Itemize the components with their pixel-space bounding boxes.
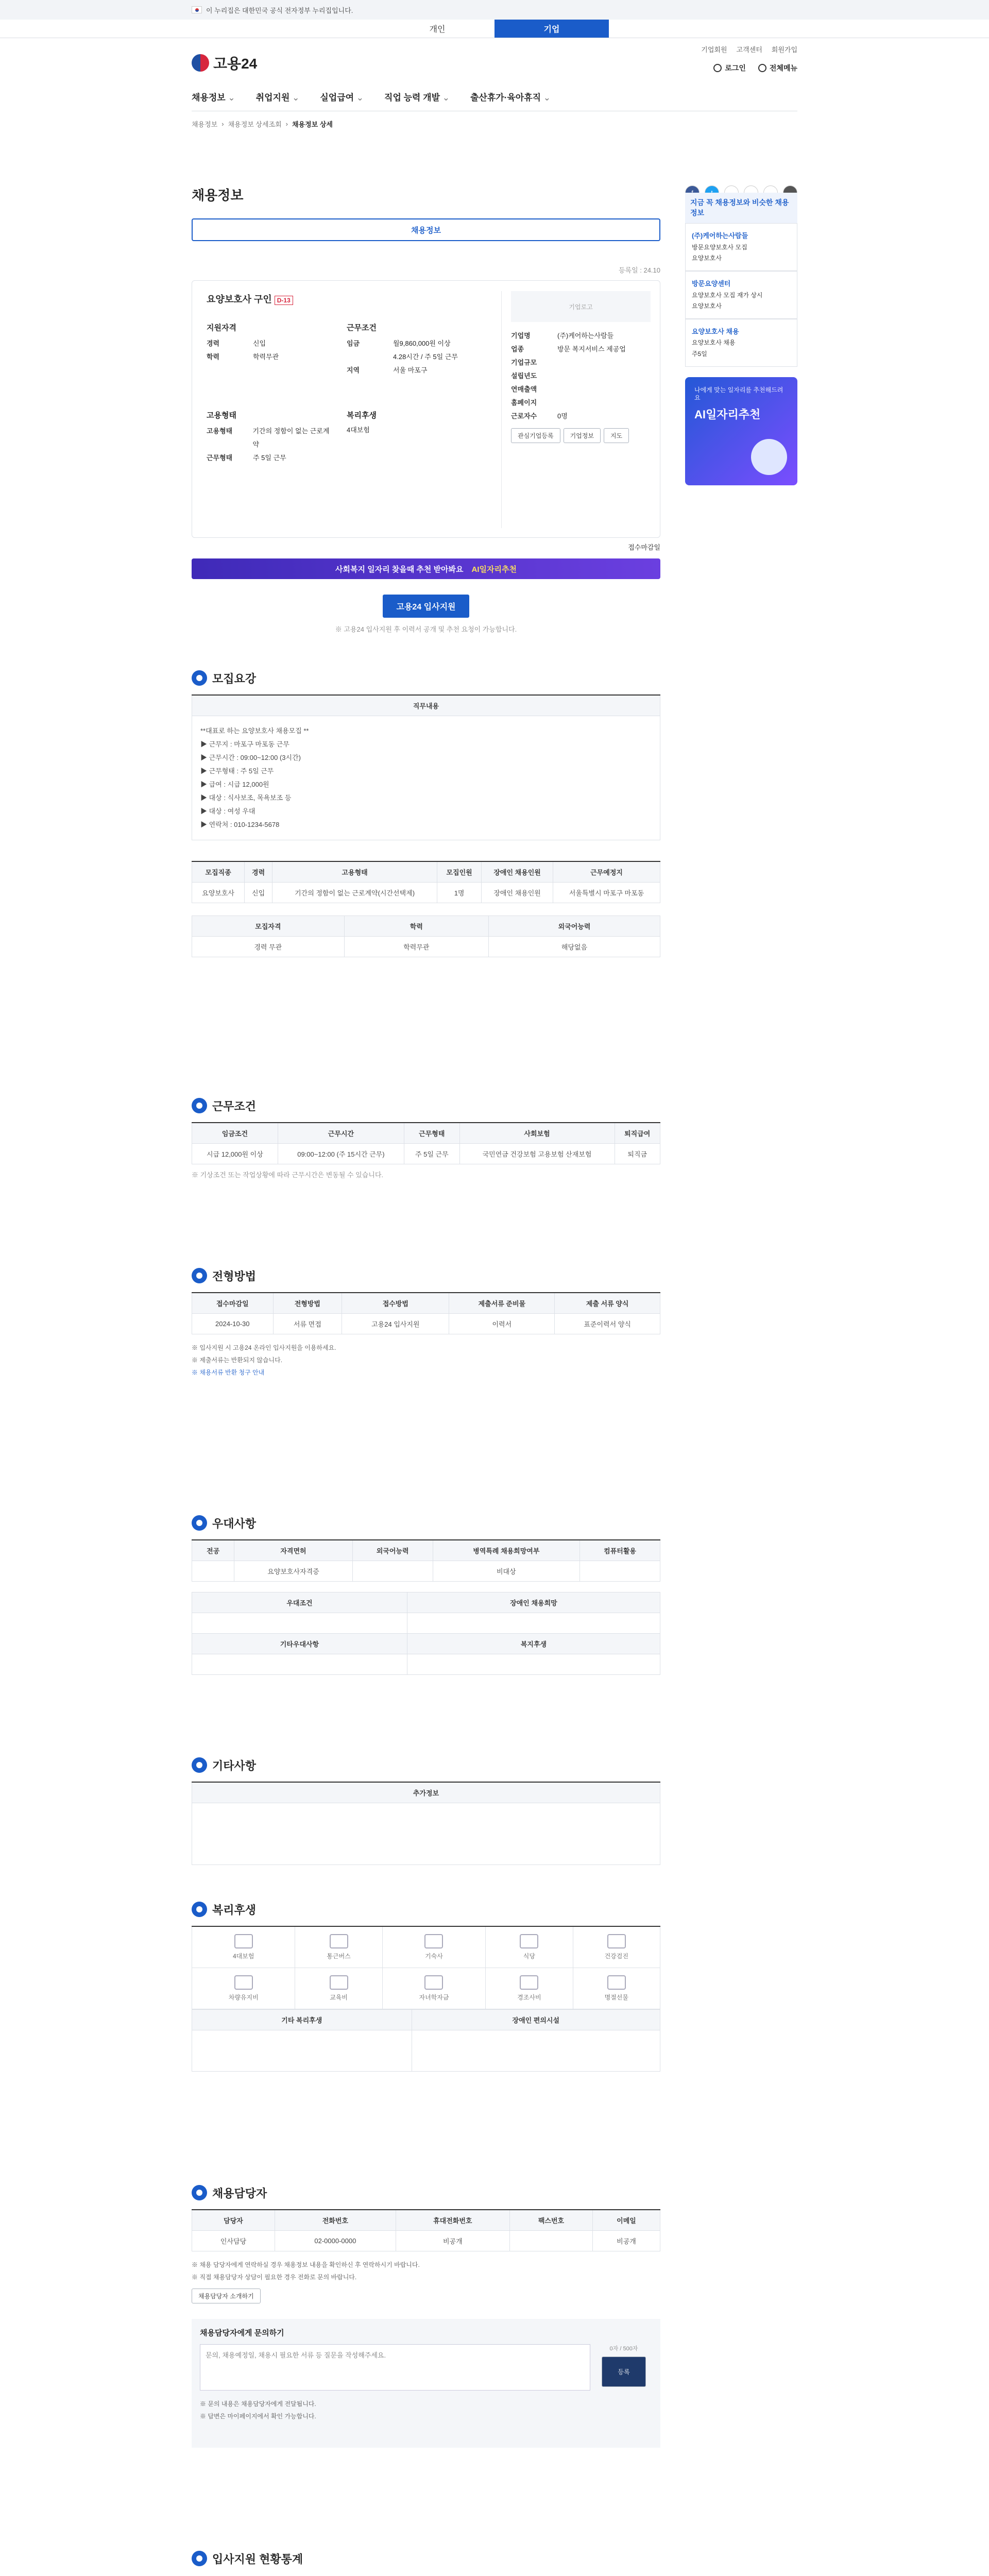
welfare-row [192, 1968, 660, 2009]
util-link[interactable]: 기업회원 [701, 46, 727, 54]
ai-banner[interactable]: 사회복지 일자리 찾을때 추천 받아봐요 AI일자리추천 [192, 558, 660, 579]
table-cell: 서울특별시 마포구 마포동 [553, 883, 660, 903]
page [192, 38, 797, 2576]
company-title: 요양보호사 구인 D-13 [207, 292, 293, 306]
table-cell: 2024-10-30 [192, 1314, 274, 1334]
condition-block: 근무조건 임금 월9,860,000원 이상 4.28시간 / 주 5일 근무 지역 서울 마포구 [347, 324, 458, 374]
section-icon [192, 1268, 207, 1283]
gnb-item[interactable]: 직업 능력 개발 ⌄ [384, 90, 450, 103]
table-cell: 이력서 [449, 1314, 555, 1334]
gnb [192, 82, 797, 111]
table-cell [192, 1561, 234, 1582]
char-count: 0자 / 500자 [609, 2346, 638, 2352]
reg-date: 등록일 : 24.10 [618, 266, 660, 274]
table-header: 전화번호 [275, 2210, 396, 2231]
welfare-item: 차량유지비 [192, 1968, 295, 2009]
welfare-item: 경조사비 [486, 1968, 573, 2009]
table-header: 고용형태 [272, 861, 437, 883]
table-cell: 퇴직금 [615, 1144, 660, 1164]
welfare-item: 통근버스 [295, 1926, 382, 1968]
breadcrumb-current: 채용정보 상세 [292, 120, 333, 128]
table-cell: 02-0000-0000 [275, 2231, 396, 2251]
title-box: 채용정보 [192, 218, 660, 241]
process-section: 전형방법 접수마감일 전형방법 접수방법 제출서류 준비물 제출 서류 양식 2024-10-30 서류 면접 고용24 입사지원 이력서 표준이력서 양식 ※ 입사지원 시 고용24 온라인 입사지원을 이용하세요. ※ 제출서류는 반환되지 않습니다. ※ 채용서류 반환 청구 안내 [192, 1264, 660, 1379]
company-row: 홈페이지 [511, 399, 537, 406]
table-header: 전형방법 [273, 1293, 342, 1314]
table-row [192, 1144, 660, 1164]
welfare-block: 복리후생 4대보험 [347, 411, 377, 434]
table-header: 이메일 [592, 2210, 660, 2231]
table-header: 제출서류 준비물 [449, 1293, 555, 1314]
job-line: **대표로 하는 요양보호사 채용모집 ** [200, 727, 309, 735]
gnb-item[interactable]: 채용정보 ⌄ [192, 90, 235, 103]
table-header: 학력 [344, 916, 488, 937]
welfare-icon [607, 1975, 626, 1990]
logo-mark-icon [192, 54, 209, 72]
stats-section: 입사지원 현황통계 [192, 2547, 660, 2576]
welfare-item: 명절선물 [573, 1968, 660, 2009]
ai-recommend-card[interactable]: 나에게 맞는 일자리를 추천해드려요 AI일자리추천 [685, 377, 797, 485]
table-cell: 인사담당 [192, 2231, 275, 2251]
table-header: 접수방법 [342, 1293, 449, 1314]
welfare-icon [607, 1934, 626, 1948]
table-row [192, 1314, 660, 1334]
job-line: ▶ 급여 : 시급 12,000원 [200, 781, 269, 788]
gov-banner-text: 이 누리집은 대한민국 공식 전자정부 누리집입니다. [206, 6, 353, 14]
welfare-item: 식당 [486, 1926, 573, 1968]
table-cell: 요양보호사 [192, 883, 245, 903]
company-row: 근로자수 0명 [511, 412, 568, 420]
table-header: 컴퓨터활용 [580, 1540, 660, 1561]
table-cell: 서류 면접 [273, 1314, 342, 1334]
table-header: 외국어능력 [489, 916, 660, 937]
table-header: 모집인원 [437, 861, 482, 883]
breadcrumb-item[interactable]: 채용정보 상세조회 [228, 120, 282, 128]
company-row: 기업규모 [511, 359, 537, 366]
section-icon [192, 1515, 207, 1531]
tab-business[interactable]: 기업 [494, 20, 609, 38]
table-cell: 09:00~12:00 (주 15시간 근무) [278, 1144, 404, 1164]
job-table: 직무내용 **대표로 하는 요양보호사 채용모집 ** ▶ 근무지 : 마포구 마포동 근무 ▶ 근무시간 : 09:00~12:00 (3시간) ▶ 근무형태 : 주 5일 근무 ▶ 급여 : 시급 12,000원 ▶ 대상 : 식사보조, 목욕보조 등 ▶ 대상 : 여성 우대 ▶ 연락처 : 010-1234-5678 [192, 694, 660, 840]
table-cell: 표준이력서 양식 [555, 1314, 660, 1334]
company-row: 업종 방문 복지서비스 제공업 [511, 345, 626, 353]
table-header: 외국어능력 [352, 1540, 433, 1561]
all-menu-button[interactable]: 전체메뉴 [758, 63, 797, 73]
util-links [701, 44, 797, 54]
robot-icon [751, 439, 787, 475]
breadcrumb: 채용정보 › 채용정보 상세조회 › 채용정보 상세 [192, 120, 333, 128]
side-item[interactable]: 방문요양센터 요양보호사 모집 재가 상시 요양보호사 [685, 271, 797, 319]
section-icon [192, 2551, 207, 2566]
welfare-item: 교육비 [295, 1968, 382, 2009]
table-header: 담당자 [192, 2210, 275, 2231]
table-row [192, 883, 660, 903]
welfare-row [192, 1926, 660, 1968]
apply-button[interactable]: 고용24 입사지원 [383, 595, 470, 618]
summary-card [192, 280, 660, 538]
prefer-section: 우대사항 전공 자격면허 외국어능력 병역특례 채용희망여부 컴퓨터활용 요양보호사자격증 비대상 우대조건 장애인 채용희망 기타우대사항 복지후생 [192, 1512, 660, 1675]
table-header: 접수마감일 [192, 1293, 274, 1314]
company-info-button[interactable]: 기업정보 [564, 428, 601, 443]
prefer-table [192, 1539, 660, 1582]
table-cell: 비공개 [396, 2231, 509, 2251]
table-header: 장애인 채용인원 [482, 861, 553, 883]
table-cell: 요양보호사자격증 [234, 1561, 352, 1582]
job-line: ▶ 연락처 : 010-1234-5678 [200, 821, 280, 828]
welfare-icon [520, 1934, 538, 1948]
table-header: 근무시간 [278, 1123, 404, 1144]
welfare-item: 건강검진 [573, 1926, 660, 1968]
util-link[interactable]: 회원가입 [771, 46, 797, 54]
inquiry-submit-button[interactable]: 등록 [602, 2357, 645, 2387]
table-cell: 1명 [437, 883, 482, 903]
table-header: 근무형태 [404, 1123, 459, 1144]
welfare-item: 자녀학자금 [382, 1968, 485, 2009]
prefer-table-2: 우대조건 장애인 채용희망 기타우대사항 복지후생 [192, 1592, 660, 1675]
section-icon [192, 1098, 207, 1113]
table-cell: 해당없음 [489, 937, 660, 957]
inquiry-box: 채용담당자에게 문의하기 문의, 채용예정일, 채용시 필요한 서류 등 질문을 작성해주세요. 0자 / 500자 등록 ※ 문의 내용은 채용담당자에게 전달됩니다. ※ 답변은 마이페이지에서 확인 가능합니다. [192, 2319, 660, 2448]
welfare-section: 복리후생 4대보험 통근버스 기숙사 식당 건강검진 차량유지비 교육비 자녀학자금 경조사비 명절선물 기타 복리후생 장애인 편의시설 [192, 1898, 660, 2072]
contact-table [192, 2209, 660, 2251]
company-row: 연매출액 [511, 385, 537, 393]
job-line: ▶ 근무형태 : 주 5일 근무 [200, 767, 274, 775]
table-header: 전공 [192, 1540, 234, 1561]
table-cell: 학력무관 [344, 937, 488, 957]
header-buttons [713, 63, 797, 73]
company-row: 기업명 (주)케어하는사람들 [511, 332, 614, 340]
side-panel [685, 193, 797, 485]
welfare-icon [234, 1975, 253, 1990]
recruit-section: 모집요강 직무내용 **대표로 하는 요양보호사 채용모집 ** ▶ 근무지 : 마포구 마포동 근무 ▶ 근무시간 : 09:00~12:00 (3시간) ▶ 근무형태 : 주 5일 근무 ▶ 급여 : 시급 12,000원 ▶ 대상 : 식사보조, 목욕보조 등 ▶ 대상 : 여성 우대 ▶ 연락처 : 010-1234-5678 모집직종 경력 고용형태 모집인원 장애인 채용인원 근무예정지 요양보호사 신입 기간의 정함이 없는 근로계약(시간선택제) 1명 장애인 채용인원 서울특별시 마포구 마포동 모집자격 학력 외국어능력 경력 무관 학력무관 해당없음 [192, 667, 660, 957]
process-table [192, 1292, 660, 1334]
table-cell: 비대상 [433, 1561, 580, 1582]
welfare-icon [330, 1934, 348, 1948]
qualification-block: 지원자격 경력 신입 학력 학력무관 [207, 324, 279, 361]
job-description [192, 716, 660, 840]
qualification-table [192, 916, 660, 957]
welfare-item: 4대보험 [192, 1926, 295, 1968]
map-button[interactable]: 지도 [604, 428, 629, 443]
table-header: 제출 서류 양식 [555, 1293, 660, 1314]
work-section: 근무조건 임금조건 근무시간 근무형태 사회보험 퇴직급여 시급 12,000원 이상 09:00~12:00 (주 15시간 근무) 주 5일 근무 국민연금 건강보험 고용보험 산재보험 퇴직금 ※ 기상조건 또는 작업상황에 따라 근무시간은 변동될 수 있습니다. [192, 1094, 660, 1179]
breadcrumb-item[interactable]: 채용정보 [192, 120, 218, 128]
page-title: 채용정보 [192, 188, 244, 203]
inquiry-input[interactable] [200, 2344, 590, 2391]
side-item[interactable]: 요양보호사 채용 요양보호사 채용 주5일 [685, 319, 797, 367]
util-link[interactable]: 고객센터 [736, 46, 762, 54]
recruit-table [192, 861, 660, 903]
table-cell: 경력 무관 [192, 937, 345, 957]
job-line: ▶ 근무지 : 마포구 마포동 근무 [200, 740, 289, 748]
job-line: ▶ 근무시간 : 09:00~12:00 (3시간) [200, 754, 301, 761]
gnb-item[interactable]: 출산휴가·육아휴직 ⌄ [470, 90, 551, 103]
section-icon [192, 2185, 207, 2200]
table-row [192, 1561, 660, 1582]
flag-icon [192, 6, 202, 13]
gnb-item[interactable]: 실업급여 ⌄ [320, 90, 364, 103]
side-item[interactable]: (주)케어하는사람들 방문요양보호사 모집 요양보호사 [685, 223, 797, 271]
tab-personal[interactable]: 개인 [380, 20, 494, 38]
return-guide-link[interactable]: ※ 채용서류 반환 청구 안내 [192, 1369, 265, 1376]
table-header: 사회보험 [459, 1123, 615, 1144]
company-info [511, 329, 651, 423]
work-table [192, 1122, 660, 1164]
header [192, 38, 797, 82]
table-header: 모집직종 [192, 861, 245, 883]
job-line: ▶ 대상 : 여성 우대 [200, 807, 255, 815]
interest-company-button[interactable]: 관심기업등록 [511, 428, 560, 443]
table-cell: 국민연금 건강보험 고용보험 산재보험 [459, 1144, 615, 1164]
other-section: 기타사항 추가정보 [192, 1754, 660, 1865]
company-row: 설립년도 [511, 372, 537, 380]
table-cell: 주 5일 근무 [404, 1144, 459, 1164]
logo[interactable]: 고용24 [192, 53, 257, 73]
welfare-extra-table: 기타 복리후생 장애인 편의시설 [192, 2009, 660, 2072]
employment-block: 고용형태 고용형태 기간의 정함이 없는 근로계약 근무형태 주 5일 근무 [207, 411, 330, 462]
table-cell [352, 1561, 433, 1582]
section-icon [192, 1757, 207, 1773]
contact-intro-button[interactable]: 채용담당자 소개하기 [192, 2289, 261, 2303]
login-button[interactable]: 로그인 [713, 63, 746, 73]
side-title: 지금 꼭 채용정보와 비슷한 채용정보 [685, 193, 797, 223]
table-row [192, 937, 660, 957]
company-logo: 기업로고 [511, 291, 651, 322]
top-tabs [0, 20, 989, 38]
table-cell: 시급 12,000원 이상 [192, 1144, 278, 1164]
table-header: 경력 [245, 861, 272, 883]
table-header: 퇴직급여 [615, 1123, 660, 1144]
table-header: 근무예정지 [553, 861, 660, 883]
table-cell: 기간의 정함이 없는 근로계약(시간선택제) [272, 883, 437, 903]
welfare-table [192, 1926, 660, 2009]
table-cell [580, 1561, 660, 1582]
job-line: ▶ 대상 : 식사보조, 목욕보조 등 [200, 794, 292, 802]
section-icon [192, 670, 207, 686]
side-list [685, 223, 797, 366]
table-header: 팩스번호 [509, 2210, 592, 2231]
section-icon [192, 1902, 207, 1917]
dday-badge: D-13 [275, 296, 293, 305]
gnb-item[interactable]: 취업지원 ⌄ [256, 90, 300, 103]
contact-section: 채용담당자 담당자 전화번호 휴대전화번호 팩스번호 이메일 인사담당 02-0000-0000 비공개 비공개 ※ 채용 담당자에게 연락하실 경우 채용정보 내용을 확인하신 후 연락하시기 바랍니다. ※ 직접 채용담당자 상담이 필요한 경우 전화로 문의 바랍니다. 채용담당자 소개하기 채용담당자에게 문의하기 문의, 채용예정일, 채용시 필요한 서류 등 질문을 작성해주세요. 0자 / 500자 등록 ※ 문의 내용은 채용담당자에게 전달됩니다. ※ 답변은 마이페이지에서 확인 가능합니다. [192, 2181, 660, 2448]
user-icon [713, 64, 722, 72]
gov-banner [0, 0, 989, 20]
table-row [192, 2231, 660, 2251]
other-table: 추가정보 [192, 1782, 660, 1865]
table-cell [509, 2231, 592, 2251]
table-cell: 고용24 입사지원 [342, 1314, 449, 1334]
table-cell: 비공개 [592, 2231, 660, 2251]
welfare-icon [234, 1934, 253, 1948]
work-note: ※ 기상조건 또는 작업상황에 따라 근무시간은 변동될 수 있습니다. [192, 1171, 384, 1179]
welfare-item: 기숙사 [382, 1926, 485, 1968]
welfare-icon [424, 1934, 443, 1948]
welfare-icon [520, 1975, 538, 1990]
menu-icon [758, 64, 766, 72]
table-cell: 신입 [245, 883, 272, 903]
table-header: 모집자격 [192, 916, 345, 937]
company-box [501, 291, 651, 528]
table-header: 임금조건 [192, 1123, 278, 1144]
welfare-icon [330, 1975, 348, 1990]
welfare-icon [424, 1975, 443, 1990]
table-header: 병역특례 채용희망여부 [433, 1540, 580, 1561]
table-cell: 장애인 채용인원 [482, 883, 553, 903]
table-header: 자격면허 [234, 1540, 352, 1561]
table-header: 휴대전화번호 [396, 2210, 509, 2231]
deadline-label: 접수마감일 [628, 544, 660, 551]
apply-note: ※ 고용24 입사지원 후 이력서 공개 및 추천 요청이 가능합니다. [335, 625, 517, 633]
